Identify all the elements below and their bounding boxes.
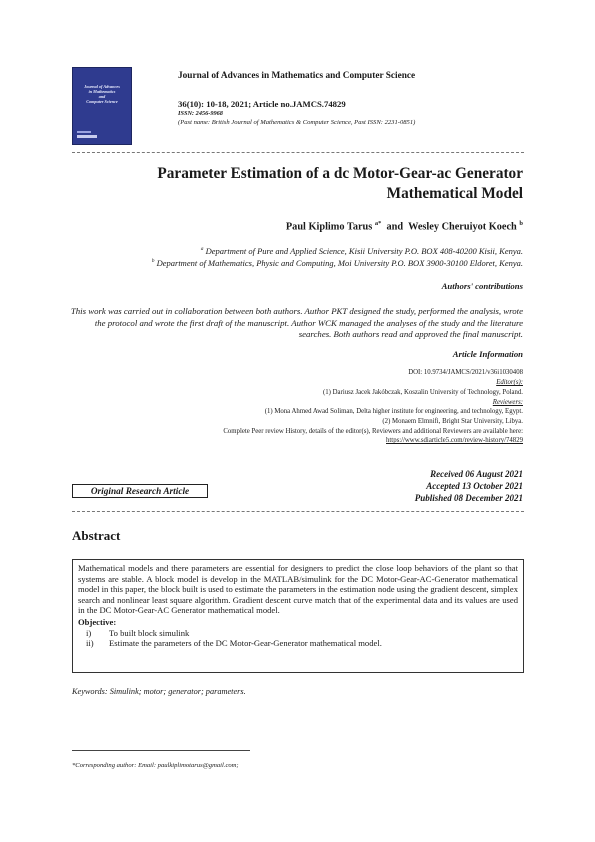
contributions-text: This work was carried out in collaboration between both authors. Author PKT designed the study, performed the analysis, wrote the protocol and wrote the first draft of the manuscript. Author WCK managed the analyses of the study and the literature searches. Both authors read and approved the final manuscript. bbox=[70, 306, 523, 339]
received-date: Received 06 August 2021 bbox=[430, 469, 523, 479]
author-list bbox=[286, 220, 523, 232]
published-date: Published 08 December 2021 bbox=[414, 493, 523, 503]
abstract-box bbox=[72, 559, 524, 673]
reviewer-entry: (1) Mona Ahmed Awad Soliman, Delta higher institute for engineering, and technology, Egypt. bbox=[264, 408, 523, 415]
editor-entry: (1) Dariusz Jacek Jakóbczak, Koszalin University of Technology, Poland. bbox=[323, 389, 523, 396]
list-item-number: i) bbox=[86, 627, 92, 638]
paper-title-line: Parameter Estimation of a dc Motor-Gear-ac Generator bbox=[157, 165, 523, 182]
objective-heading: Objective: bbox=[78, 616, 117, 627]
cover-title-line: and bbox=[98, 94, 106, 99]
cover-decoration bbox=[77, 135, 97, 138]
accepted-date: Accepted 13 October 2021 bbox=[426, 481, 523, 491]
list-item-text: To built block simulink bbox=[109, 627, 190, 638]
affiliation-b bbox=[152, 258, 523, 268]
cover-title-line: Computer Science bbox=[86, 99, 118, 104]
cover-title-line: in Mathematics bbox=[88, 89, 116, 94]
article-info-heading: Article Information bbox=[452, 349, 523, 359]
header-divider bbox=[72, 152, 524, 153]
author-separator: and bbox=[383, 221, 406, 233]
affiliation-mark: b bbox=[151, 258, 155, 265]
journal-issn: ISSN: 2456-9968 bbox=[178, 110, 223, 117]
journal-issue: 36(10): 10-18, 2021; Article no.JAMCS.74829 bbox=[178, 99, 346, 109]
journal-past-name: (Past name: British Journal of Mathematics & Computer Science, Past ISSN: 2231-0851) bbox=[178, 119, 416, 126]
article-doi: DOI: 10.9734/JAMCS/2021/v36i1030408 bbox=[408, 369, 523, 376]
contributions-heading: Authors' contributions bbox=[441, 281, 523, 291]
paper-title bbox=[83, 164, 523, 204]
reviewer-entry: (2) Monaem Elmnifi, Bright Star University, Libya. bbox=[382, 418, 523, 425]
corresponding-author-footnote: *Corresponding author: Email: paulkiplimotarus@gmail.com; bbox=[72, 762, 239, 769]
reviewers-label: Reviewers: bbox=[492, 399, 523, 406]
affiliation-text: Department of Mathematics, Physic and Computing, Moi University P.O. BOX 3900-30100 Eldoret, Kenya. bbox=[154, 258, 523, 268]
author-name: Paul Kiplimo Tarus bbox=[285, 221, 373, 233]
review-history-link[interactable]: https://www.sdiarticle5.com/review-history/74829 bbox=[386, 437, 523, 444]
footnote-rule bbox=[72, 750, 250, 751]
cover-decoration bbox=[77, 131, 91, 133]
journal-cover-image bbox=[72, 67, 132, 145]
objective-list bbox=[78, 628, 518, 649]
abstract-text: Mathematical models and there parameters are essential for designers to predict the close loop behaviors of the plant so that systems are stable. A block model is develop in the MATLAB/simulink for the DC Motor-Gear-AC-Generator mathematical model in this paper, the block built is used to estimate the parameters in the estimation node using the gradient descent, simplex search and nonlinear least square algorithm. Gradient descent curve match that of the experimental data and its values are used in the DC Motor-Gear-AC Generator mathematical model. bbox=[78, 563, 518, 616]
list-item bbox=[78, 638, 518, 649]
cover-title bbox=[77, 84, 127, 104]
author-name: Wesley Cheruiyot Koech bbox=[408, 221, 517, 233]
list-item-number: ii) bbox=[86, 638, 94, 649]
abstract-heading: Abstract bbox=[72, 528, 121, 543]
cover-title-line: Journal of Advances bbox=[84, 84, 120, 89]
journal-name: Journal of Advances in Mathematics and Computer Science bbox=[178, 71, 416, 81]
keywords: Keywords: Simulink; motor; generator; parameters. bbox=[72, 687, 246, 696]
author-affiliation-mark: b bbox=[519, 220, 523, 227]
review-history-text: Complete Peer review History, details of the editor(s), Reviewers and additional Reviewers are available here: bbox=[223, 428, 523, 435]
editors-label: Editor(s): bbox=[496, 379, 523, 386]
list-item bbox=[78, 628, 518, 639]
affiliation-a bbox=[201, 246, 523, 256]
paper-title-line: Mathematical Model bbox=[386, 185, 523, 202]
section-divider bbox=[72, 511, 524, 512]
article-type-badge: Original Research Article bbox=[72, 484, 208, 498]
list-item-text: Estimate the parameters of the DC Motor-Gear-Generator mathematical model. bbox=[109, 638, 382, 649]
affiliation-text: Department of Pure and Applied Science, Kisii University P.O. BOX 408-40200 Kisii, Kenya. bbox=[203, 246, 523, 256]
affiliation-mark: a bbox=[200, 246, 204, 253]
author-affiliation-mark: a* bbox=[374, 220, 382, 227]
